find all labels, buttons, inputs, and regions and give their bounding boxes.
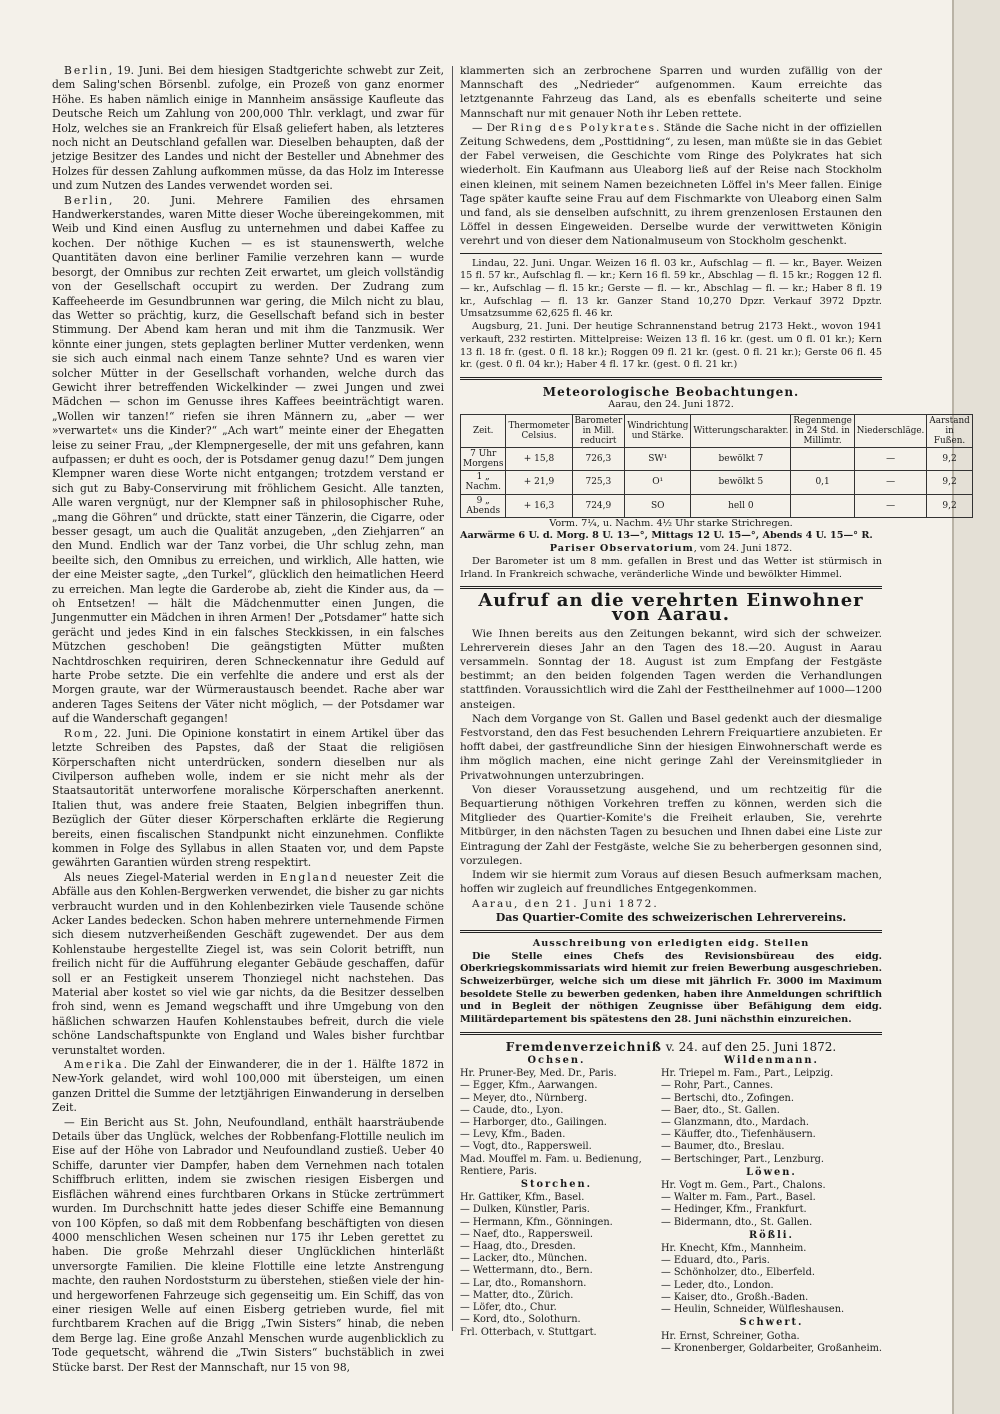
weather-cell: 9,2 [927,494,972,517]
divider [460,253,882,254]
guest-list-date: v. 24. auf den 25. Juni 1872. [661,1039,837,1054]
guest-entry: — Hermann, Kfm., Gönningen. [460,1216,613,1228]
weather-cell: — [854,494,927,517]
hotel-guests-loewen [661,1180,882,1229]
dateline: Berlin [64,64,110,77]
guest-entry: Mad. Mouffel m. Fam. u. Bedienung, [460,1153,642,1165]
appeal-paragraph: Wie Ihnen bereits aus den Zeitungen bekannt, wird sich der schweizer. Lehrerverein dieses Jahr an den Tagen des 18.—20. August in Aarau versammeln. Sonntag der 18. August ist zum Empfang der Festgäste bestimmt; an den beiden folgenden Tagen werden die Verhandlungen stattfinden. Voraussichtlich wird die Zahl der Festtheilnehmer auf 1000—1200 ansteigen. [460,627,882,711]
observatory-title: Pariser Observatorium [549,543,694,555]
weather-date: Aarau, den 24. Juni 1872. [608,399,734,411]
guest-list-right [661,1054,882,1355]
weather-cell: 9 „ Abends [461,494,506,517]
guest-entry: Hr. Vogt m. Gem., Part., Chalons. [660,1180,826,1192]
weather-cell: SW¹ [625,448,691,471]
guest-entry: — Vogt, dto., Rappersweil. [460,1141,592,1153]
dateline: Berlin [64,193,110,207]
weather-cell: 7 Uhr Morgens [461,448,506,471]
hotel-guests-schwert [661,1331,882,1355]
vacancy-text: Die Stelle eines Chefs des Revisionsbüreau des eidg. Oberkriegskommissariats wird hiemit zur freien Bewerbung ausgeschrieben. Schweizerbürger, welche sich um diese mit jährlich Fr. 3000 im Maximum besoldete Stelle zu bewerben gedenken, haben ihre Anmeldungen schriftlich und in Begleit der nöthigen Zeugnisse über Befähigung dem eidg. Militärdepartement bis spätestens den 28. Juni nächsthin einzureichen. [460,950,882,1026]
dateline: England [279,870,339,884]
dateline: Rom [64,726,95,740]
guest-entry: — Löfer, dto., Chur. [460,1302,557,1314]
guest-entry: — Lar, dto., Romanshorn. [460,1277,587,1289]
weather-cell: 0,1 [791,471,854,494]
weather-cell: O¹ [625,471,691,494]
appeal-paragraph: Indem wir sie hiermit zum Voraus auf diesen Besuch aufmerksam machen, hoffen wir zugleich auf freundliches Entgegenkommen. [460,869,882,896]
guest-entry: Frl. Otterbach, v. Stuttgart. [460,1326,597,1338]
hotel-guests-roessli [661,1243,882,1316]
guest-entry: — Bertschinger, Part., Lenzburg. [660,1153,825,1165]
article-text: — Der [472,121,511,134]
hotel-heading: Löwen. [746,1166,797,1178]
weather-cell: 725,3 [572,471,625,494]
guest-entry: — Bidermann, dto., St. Gallen. [660,1216,813,1228]
divider [460,586,882,589]
article-text: Als neues Ziegel-Material werden in [64,870,280,884]
guest-entry: Rentiere, Paris. [460,1165,538,1177]
guest-entry: — Walter m. Fam., Part., Basel. [660,1192,816,1204]
divider [460,1032,882,1035]
guest-entry: — Rohr, Part., Cannes. [660,1080,774,1092]
weather-cell: — [854,448,927,471]
article-text: , 20. Juni. Mehrere Familien des ehrsamen Handwerkerstandes, waren Mitte dieser Woche übereingekommen, mit Weib und Kind einen Ausflug zu unternehmen und dabei Kaffee zu kochen. Der nöthige Kuchen — es ist staunenswerth, welche Quantitäten davon eine berliner Familie verzehren kann — wurde besorgt, der Omnibus zur rechten Zeit erwartet, um gleich vollständig von der Gesellschaft occupirt zu werden. Der Zudrang zum Kaffeeheerde im Gesundbrunnen war gering, die Milch nicht zu blau, das Wetter so prächtig, kurz, die Gesellschaft befand sich in bester Stimmung. Der Abend kam heran und mit ihm die Tanzmusik. Wer könnte einer jungen, stets geplagten berliner Mutter verdenken, wenn sie sich auch einmal nach einem Tanze sehnte? Und es waren vier solcher Mütter in der Gesellschaft vorhanden, welche durch das Gewicht ihrer betreffenden Wickelkinder — zwei Jungen und zwei Mädchen — schon im Genusse ihres Kaffees beeinträchtigt waren. „Wollen wir tanzen!“ riefen sie ihren Männern zu, „aber — wer »verwartet« uns die Kinder?“ „Ach wart“ meinte einer der Ehegatten leise zu seiner Frau, „der Klempnergeselle, der mit uns gefahren, kann aufpassen; er duht es ooch, der is Potsdamer genug dazu!“ Dem jungen Klempner waren diese Worte nicht entgangen; trotzdem verstand er sich gut zu Baby-Conservirung mit fröhlichem Gesicht. Alle tanzten, Alle waren vergnügt, nur der Klempner saß in philosophischer Ruhe, „mang die Göhren“ und drückte, statt einer Tänzerin, die Cigarre, oder besser gesagt, um auch die Qualität anzugeben, „den Ziehjarren“ an den Mund. Endlich war der Tanz vorbei, die Uhr schlug zehn, man beeilte sich, den Omnibus zu erreichen, und wirklich, Alle hatten, wie der eine Meister sagte, „den Turkel“, glücklich den heimatlichen Heerd zu erreichen. Man legte die Garderobe ab, zieht die Kinder aus, da — oh Entsetzen! — hält die Mädchenmutter einen Jungen, die Jungenmutter ein Mädchen in ihren Armen! Der „Potsdamer“ hatte sich gerächt und jedes Kind in ein falsches Steckkissen, in ein falsches Mützchen geschoben! Die geängstigten Mütter mußten Nachtdroschken requiriren, deren Schneckennatur ihre Geduld auf harte Probe setzte. Die ein verfehlte die andere und erst als der Morgen graute, war der Würmeraustausch beendet. Rache aber war anderen Tages Seitens der Väter nicht möglich, — der Potsdamer war auf die Wanderschaft gegangen! [52,193,444,726]
hotel-heading: Storchen. [520,1179,593,1191]
guest-entry: — Naef, dto., Rappersweil. [460,1228,593,1240]
divider [460,377,882,380]
guest-entry: Hr. Knecht, Kfm., Mannheim. [660,1243,807,1255]
right-column [460,64,970,1355]
article-text: . Stände die Sache nicht in der offiziellen Zeitung Schwedens, dem „Posttidning“, zu lesen, man müßte sie in das Gebiet der Fabel verweisen, die Geschichte vom Ringe des Polykrates hat sich wiederholt. Ein Kaufmann aus Uleaborg ließ auf der Reise nach Stockholm einen kleinen, mit seinem Namen bezeichneten Löffel in's Meer fallen. Einige Tage später kaufte seine Frau auf dem Fischmarkte von Uleaborg einen Salm und fand, als sie denselben aufschnitt, zu ihrem grenzenlosen Erstaunen den Löffel in dessen Eingeweiden. Derselbe wurde der verwittweten Königin verehrt und von dieser dem Nationalmuseum von Stockholm geschenkt. [460,121,882,248]
observatory-date: , vom 24. Juni 1872. [693,543,793,555]
weather-cell [791,494,854,517]
guest-entry: — Käuffer, dto., Tiefenhäusern. [660,1129,816,1141]
weather-cell: + 15,8 [506,448,572,471]
guest-entry: Hr. Triepel m. Fam., Part., Leipzig. [660,1068,834,1080]
guest-list-heading [460,1040,882,1054]
column-divider [452,66,453,1331]
guest-entry: — Levy, Kfm., Baden. [460,1129,566,1141]
guest-entry: — Kaiser, dto., Großh.-Baden. [660,1291,809,1303]
weather-row [461,448,973,471]
guest-entry: — Caude, dto., Lyon. [460,1104,564,1116]
guest-entry: — Lacker, dto., München. [460,1253,588,1265]
observatory-heading [460,543,882,556]
weather-cell: + 16,3 [506,494,572,517]
vacancy-title: Ausschreibung von erledigten eidg. Stellen [532,937,810,949]
article-polykrates [460,121,882,249]
guest-entry: — Heulin, Schneider, Wülfleshausen. [660,1304,845,1316]
left-column [52,64,444,1375]
weather-cell: — [854,471,927,494]
weather-header-row [461,414,973,447]
hotel-guests-storchen [460,1192,653,1338]
weather-cell [791,448,854,471]
guest-entry: Hr. Pruner-Bey, Med. Dr., Paris. [460,1068,617,1080]
guest-entry: — Kronenberger, Goldarbeiter, Großanheim. [660,1342,882,1354]
page-edge [952,0,1000,1414]
article-neufoundland: — Ein Bericht aus St. John, Neufoundland, enthält haarsträubende Details über das Unglück, welches der Robbenfang-Flottille neulich im Eise auf der Höhe von Labrador und Neufoundland zustieß. Ueber 40 Schiffe, darunter vier Dampfer, haben dem Vernehmen nach totalen Schiffbruch erlitten, indem sie zwischen riesigen Eisbergen und Eisflächen während eines furchtbaren Orkans in Stücke zertrümmert wurden. Im Durchschnitt hatte jedes dieser Schiffe eine Bemannung von 100 Köpfen, so daß mit dem Robbenfang beschäftigten von diesen 4000 menschlichen Wesen scheinen nur 175 ihr Leben gerettet zu haben. Die große Mehrzahl dieser Unglücklichen hinterläßt unversorgte Familien. Die kleine Flottille eine letzte Anstrengung machte, den rauhen Nordoststurm zu überstehen, stießen viele der hin- und hergeworfenen Fahrzeuge sich gegenseitig um. Ein Schiff, das von einer riesigen Welle auf einen Eisberg getrieben wurde, fiel mit furchtbarem Krachen auf die Brigg „Twin Sisters“ hinab, die neben dem Berge lag. Eine große Anzahl Menschen wurde augenblicklich zu Tode gequetscht, während die „Twin Sisters“ buchstäblich in zwei Stücke barst. Der Rest der Mannschaft, nur 15 von 98, [52,1115,444,1374]
weather-cell: 1 „ Nachm. [461,471,506,494]
weather-header: Witterungscharakter. [691,414,791,447]
guest-entry: — Bertschi, dto., Zofingen. [660,1092,794,1104]
guest-entry: Hr. Gattiker, Kfm., Basel. [460,1192,585,1204]
hotel-heading: Schwert. [739,1317,804,1329]
weather-note: Vorm. 7¼, u. Nachm. 4½ Uhr starke Strichregen. [549,517,793,529]
hotel-guests-wildenmann [661,1068,882,1166]
dateline: Amerika [64,1058,124,1072]
article-heading: Ring des Polykrates [510,121,656,134]
guest-entry: Hr. Ernst, Schreiner, Gotha. [660,1330,800,1342]
weather-title: Meteorologische Beobachtungen. [542,384,800,399]
guest-list [460,1054,882,1355]
article-text: , 19. Juni. Bei dem hiesigen Stadtgerichte schwebt zur Zeit, dem Saling'schen Börsenbl. zufolge, ein Prozeß von ganz enormer Höhe. Es haben nämlich einige in Mannheim ansässige Kaufleute das Deutsche Reich um Zahlung von 200,000 Thlr. verklagt, und zwar für Holz, welches sie an Frankreich für Elsaß geliefert haben, als letzteres noch nicht an Deutschland gefallen war. Dieselben behaupten, daß der jetzige Besitzer des Landes und nicht der Besteller und Abnehmer des Holzes für dessen Zahlung aufkommen müsse, da das Holz im Interesse und zum Nutzen des Landes verwendet worden sei. [52,64,444,193]
guest-entry: — Glanzmann, dto., Mardach. [660,1117,809,1129]
divider [460,930,882,933]
appeal-title: Aufruf an die verehrten Einwohner von Aarau. [478,590,864,626]
guest-entry: — Haag, dto., Dresden. [460,1241,576,1253]
appeal-signature: Das Quartier-Comite des schweizerischen Lehrervereins. [495,910,847,924]
guest-entry: — Kord, dto., Solothurn. [460,1314,581,1326]
weather-row [461,494,973,517]
weather-header: Zeit. [461,414,506,447]
guest-entry: — Leder, dto., London. [660,1279,774,1291]
article-text: , 22. Juni. Die Opinione konstatirt in einem Artikel über das letzte Schreiben des Papstes, daß der Staat die religiösen Körperschaften nicht unterdrücken, sondern dieselben nur als Civilperson aufheben wolle, indem er sie nicht mehr als der Staatsautorität unterworfene moralische Körperschaften anerkennt. Italien thut, was andere freie Staaten, Belgien inbegriffen thun. Bezüglich der Güter dieser Körperschaften erklärte die Regierung bereits, einen fiscalischen Standpunkt nicht einzunehmen. Conflikte kommen in Folge des Syllabus in allen Staaten vor, und dem Papste gewährten Garantien würden streng respektirt. [52,726,444,870]
guest-entry: — Harborger, dto., Gailingen. [460,1117,607,1129]
appeal-paragraph: Von dieser Voraussetzung ausgehend, und um rechtzeitig für die Bequartierung nöthigen Vorkehren treffen zu können, werden sich die Mitglieder des Quartier-Komite's die Freiheit erlauben, Sie, verehrte Mitbürger, in den nächsten Tagen zu besuchen und Ihnen dabei eine Liste zur Eintragung der Zahl der Festgäste, welche Sie zu beherbergen gesonnen sind, vorzulegen. [460,783,882,867]
appeal-paragraph: Nach dem Vorgange von St. Gallen und Basel gedenkt auch der diesmalige Festvorstand, den das Fest besuchenden Lehrern Freiquartiere anzubieten. Er hofft dabei, der gastfreundliche Sinn der hiesigen Einwohnerschaft werde es ihm möglich machen, eine nicht geringe Zahl der Vereinsmitglieder in Privatwohnungen unterzubringen. [460,712,882,782]
guest-entry: — Meyer, dto., Nürnberg. [460,1092,588,1104]
observatory-text: Der Barometer ist um 8 mm. gefallen in Brest und das Wetter ist stürmisch in Irland. In Frankreich schwache, veränderliche Winde und bewölkter Himmel. [460,555,882,580]
guest-entry: — Schönholzer, dto., Elberfeld. [660,1267,815,1279]
market-lindau: Lindau, 22. Juni. Ungar. Weizen 16 fl. 03 kr., Aufschlag — fl. — kr., Bayer. Weizen 15 fl. 57 kr., Aufschlag fl. — kr.; Kern 16 fl. 59 kr., Abschlag — fl. 15 kr.; Roggen 12 fl. — kr., Aufschlag — fl. 15 kr.; Gerste — fl. — kr., Abschlag — fl. — kr.; Haber 8 fl. 19 kr., Aufschlag — fl. 13 kr. Ganzer Stand 10,270 Dpzr. Verkauf 3972 Dpztr. Umsatzsumme 62,625 fl. 46 kr. [460,257,882,320]
guest-entry: — Eduard, dto., Paris. [660,1255,770,1267]
weather-header: Aarstand in Fußen. [927,414,972,447]
article-berlin-2 [52,194,444,727]
weather-header: Thermometer Celsius. [506,414,572,447]
hotel-guests-ochsen [460,1068,653,1178]
hotel-heading: Rößli. [748,1229,794,1241]
weather-cell: SO [625,494,691,517]
appeal-date: Aarau, den 21. Juni 1872. [472,897,659,910]
article-england [52,871,444,1058]
guest-entry: — Wettermann, dto., Bern. [460,1265,593,1277]
guest-entry: — Dulken, Künstler, Paris. [460,1204,590,1216]
guest-entry: — Baumer, dto., Breslau. [660,1141,785,1153]
hotel-heading: Wildenmann. [724,1055,819,1067]
weather-cell: 724,9 [572,494,625,517]
weather-cell: bewölkt 7 [691,448,791,471]
guest-entry: — Baer, dto., St. Gallen. [660,1104,780,1116]
weather-cell: + 21,9 [506,471,572,494]
water-temperature: Aarwärme 6 U. d. Morg. 8 U. 13—°, Mittags 12 U. 15—°, Abends 4 U. 15—° R. [460,530,873,542]
weather-table [460,414,973,518]
article-amerika [52,1058,444,1116]
article-continued: klammerten sich an zerbrochene Sparren und wurden zufällig von der Mannschaft des „Nedrieder“ aufgenommen. Kaum erreichte das letztgenannte Fahrzeug das Land, als es ebenfalls scheiterte und seine Mannschaft nur mit genauer Noth ihr Leben rettete. [460,65,882,120]
guest-entry: — Egger, Kfm., Aarwangen. [460,1080,598,1092]
market-augsburg: Augsburg, 21. Juni. Der heutige Schrannenstand betrug 2173 Hekt., wovon 1941 verkauft, 232 restirten. Mittelpreise: Weizen 13 fl. 16 kr. (gest. um 0 fl. 01 kr.); Kern 13 fl. 18 fr. (gest. 0 fl. 18 kr.); Roggen 09 fl. 21 kr. (gest. 0 fl. 21 kr.); Gerste 06 fl. 45 kr. (gest. 0 fl. 04 kr.); Haber 4 fl. 17 kr. (gest. 0 fl. 21 kr.) [460,321,882,371]
weather-cell: 726,3 [572,448,625,471]
article-text: neuester Zeit die Abfälle aus den Kohlen-Bergwerken verwendet, die bisher zu gar nichts verbraucht wurden und in den Kohlenbezirken viele Tausende schöne Acker Landes bedecken. Schon haben mehrere unternehmende Firmen sich diesem nutzverheißenden Geschäft zugewendet. Der aus dem Kohlenstaube hergestellte Ziegel ist, was sein Colorit betrifft, nun freilich nicht für die Aufführung eleganter Gebäude geschaffen, dafür soll er an Festigkeit unserem Thonziegel nicht nachstehen. Das Material aber kostet so viel wie gar nichts, da die Besitzer desselben froh sind, wenn es Jemand wegschafft und ihre Umgebung von den häßlichen schwarzen Haufen Kohlenstaubes befreit, durch die viele schöne Landschaftspunkte von England und Wales bisher furchtbar verunstaltet worden. [52,870,445,1057]
guest-entry: — Hedinger, Kfm., Frankfurt. [660,1204,807,1216]
weather-header: Barometer in Mill. reducirt [572,414,625,447]
weather-cell: hell 0 [691,494,791,517]
hotel-heading: Ochsen. [527,1055,586,1067]
weather-row [461,471,973,494]
weather-header: Niederschläge. [854,414,927,447]
article-text: . Die Zahl der Einwanderer, die in der 1. Hälfte 1872 in New-York gelandet, wird wohl 100,000 mit übersteigen, um einen ganzen Drittel die Summe der letztjährigen Einwanderung in derselben Zeit. [52,1058,444,1115]
guest-list-left [460,1054,653,1355]
guest-entry: — Matter, dto., Zürich. [460,1289,574,1301]
guest-list-title: Fremdenverzeichniß [505,1039,662,1054]
weather-cell: 9,2 [927,471,972,494]
weather-header: Regenmenge in 24 Std. in Millimtr. [791,414,854,447]
article-rom [52,727,444,871]
weather-header: Windrichtung und Stärke. [625,414,691,447]
weather-cell: bewölkt 5 [691,471,791,494]
weather-cell: 9,2 [927,448,972,471]
article-berlin-1 [52,64,444,194]
